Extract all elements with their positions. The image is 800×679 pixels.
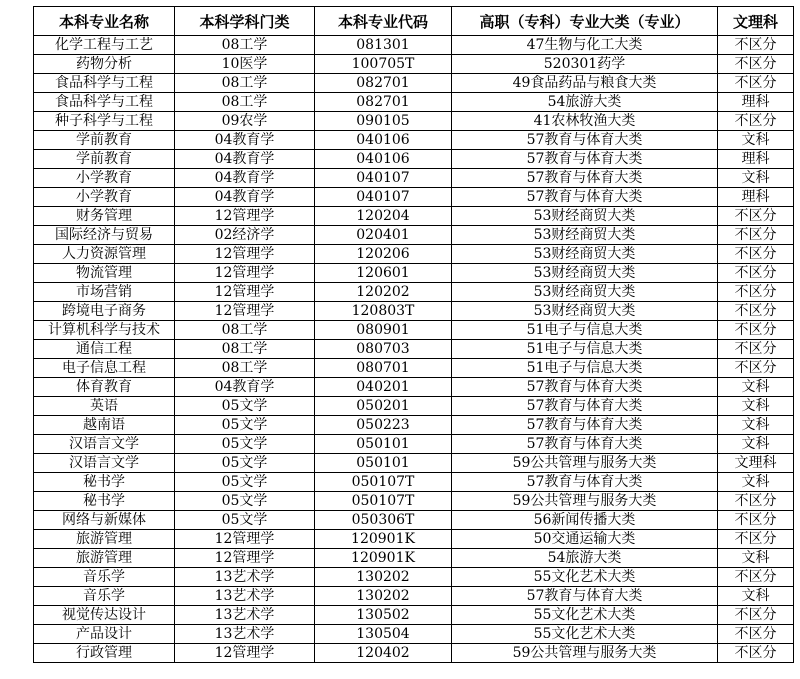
major-code-cell: 081301 (315, 36, 452, 55)
major-code-cell: 130202 (315, 587, 452, 606)
major-name-cell: 秘书学 (34, 492, 175, 511)
major-code-cell: 050201 (315, 397, 452, 416)
major-code-cell: 130502 (315, 606, 452, 625)
major-code-cell: 120901K (315, 530, 452, 549)
major-name-cell: 市场营销 (34, 283, 175, 302)
major-code-cell: 050223 (315, 416, 452, 435)
major-code-cell: 050101 (315, 454, 452, 473)
arts-science-cell: 理科 (718, 188, 794, 207)
major-name-cell: 小学教育 (34, 188, 175, 207)
major-name-cell: 食品科学与工程 (34, 74, 175, 93)
table-row (34, 435, 794, 454)
arts-science-cell: 理科 (718, 150, 794, 169)
table-row (34, 55, 794, 74)
vocational-category-cell: 59公共管理与服务大类 (452, 454, 718, 473)
table-row (34, 283, 794, 302)
table-row (34, 131, 794, 150)
discipline-cell: 08工学 (175, 74, 315, 93)
table-row (34, 644, 794, 663)
header-discipline: 本科学科门类 (175, 7, 315, 36)
table-row (34, 36, 794, 55)
vocational-category-cell: 49食品药品与粮食大类 (452, 74, 718, 93)
major-code-cell: 120402 (315, 644, 452, 663)
discipline-cell: 05文学 (175, 435, 315, 454)
major-code-cell: 130202 (315, 568, 452, 587)
table-row (34, 530, 794, 549)
discipline-cell: 05文学 (175, 416, 315, 435)
arts-science-cell: 文科 (718, 131, 794, 150)
discipline-cell: 08工学 (175, 321, 315, 340)
vocational-category-cell: 51电子与信息大类 (452, 359, 718, 378)
major-code-cell: 080703 (315, 340, 452, 359)
vocational-category-cell: 55文化艺术大类 (452, 568, 718, 587)
table-row (34, 93, 794, 112)
discipline-cell: 08工学 (175, 340, 315, 359)
arts-science-cell: 文科 (718, 549, 794, 568)
discipline-cell: 02经济学 (175, 226, 315, 245)
major-code-cell: 050306T (315, 511, 452, 530)
major-code-cell: 040106 (315, 131, 452, 150)
vocational-category-cell: 57教育与体育大类 (452, 587, 718, 606)
table-body (34, 36, 794, 663)
arts-science-cell: 不区分 (718, 207, 794, 226)
vocational-category-cell: 47生物与化工大类 (452, 36, 718, 55)
arts-science-cell: 文科 (718, 169, 794, 188)
vocational-category-cell: 57教育与体育大类 (452, 435, 718, 454)
major-name-cell: 汉语言文学 (34, 454, 175, 473)
major-code-cell: 130504 (315, 625, 452, 644)
discipline-cell: 05文学 (175, 511, 315, 530)
table-row (34, 454, 794, 473)
major-name-cell: 音乐学 (34, 568, 175, 587)
vocational-category-cell: 57教育与体育大类 (452, 169, 718, 188)
table-row (34, 492, 794, 511)
major-code-cell: 120206 (315, 245, 452, 264)
vocational-category-cell: 55文化艺术大类 (452, 625, 718, 644)
discipline-cell: 04教育学 (175, 150, 315, 169)
table-row (34, 587, 794, 606)
discipline-cell: 13艺术学 (175, 587, 315, 606)
discipline-cell: 13艺术学 (175, 625, 315, 644)
vocational-category-cell: 57教育与体育大类 (452, 473, 718, 492)
major-code-cell: 120204 (315, 207, 452, 226)
major-name-cell: 国际经济与贸易 (34, 226, 175, 245)
vocational-category-cell: 51电子与信息大类 (452, 321, 718, 340)
discipline-cell: 05文学 (175, 454, 315, 473)
major-name-cell: 药物分析 (34, 55, 175, 74)
vocational-category-cell: 57教育与体育大类 (452, 378, 718, 397)
discipline-cell: 05文学 (175, 397, 315, 416)
vocational-category-cell: 57教育与体育大类 (452, 397, 718, 416)
major-name-cell: 财务管理 (34, 207, 175, 226)
discipline-cell: 12管理学 (175, 530, 315, 549)
major-mapping-table (33, 6, 794, 663)
vocational-category-cell: 59公共管理与服务大类 (452, 644, 718, 663)
vocational-category-cell: 54旅游大类 (452, 549, 718, 568)
table-row (34, 473, 794, 492)
vocational-category-cell: 53财经商贸大类 (452, 283, 718, 302)
discipline-cell: 12管理学 (175, 549, 315, 568)
discipline-cell: 04教育学 (175, 169, 315, 188)
vocational-category-cell: 53财经商贸大类 (452, 264, 718, 283)
vocational-category-cell: 57教育与体育大类 (452, 150, 718, 169)
vocational-category-cell: 56新闻传播大类 (452, 511, 718, 530)
header-vocational-category: 高职（专科）专业大类（专业） (452, 7, 718, 36)
major-name-cell: 学前教育 (34, 150, 175, 169)
discipline-cell: 04教育学 (175, 378, 315, 397)
major-code-cell: 080901 (315, 321, 452, 340)
arts-science-cell: 理科 (718, 93, 794, 112)
table-row (34, 568, 794, 587)
vocational-category-cell: 57教育与体育大类 (452, 188, 718, 207)
major-name-cell: 音乐学 (34, 587, 175, 606)
major-name-cell: 产品设计 (34, 625, 175, 644)
major-name-cell: 物流管理 (34, 264, 175, 283)
table-row (34, 207, 794, 226)
major-code-cell: 050101 (315, 435, 452, 454)
arts-science-cell: 文科 (718, 587, 794, 606)
vocational-category-cell: 53财经商贸大类 (452, 302, 718, 321)
discipline-cell: 09农学 (175, 112, 315, 131)
arts-science-cell: 不区分 (718, 321, 794, 340)
arts-science-cell: 不区分 (718, 492, 794, 511)
major-code-cell: 040107 (315, 188, 452, 207)
table-row (34, 112, 794, 131)
vocational-category-cell: 520301药学 (452, 55, 718, 74)
discipline-cell: 08工学 (175, 93, 315, 112)
major-name-cell: 旅游管理 (34, 549, 175, 568)
vocational-category-cell: 57教育与体育大类 (452, 416, 718, 435)
arts-science-cell: 不区分 (718, 568, 794, 587)
arts-science-cell: 不区分 (718, 36, 794, 55)
arts-science-cell: 文科 (718, 473, 794, 492)
table-row (34, 397, 794, 416)
table-row (34, 359, 794, 378)
arts-science-cell: 文科 (718, 435, 794, 454)
table-row (34, 226, 794, 245)
vocational-category-cell: 53财经商贸大类 (452, 226, 718, 245)
vocational-category-cell: 55文化艺术大类 (452, 606, 718, 625)
table-row (34, 264, 794, 283)
major-name-cell: 视觉传达设计 (34, 606, 175, 625)
major-code-cell: 082701 (315, 93, 452, 112)
discipline-cell: 08工学 (175, 36, 315, 55)
vocational-category-cell: 53财经商贸大类 (452, 245, 718, 264)
major-code-cell: 040106 (315, 150, 452, 169)
major-code-cell: 082701 (315, 74, 452, 93)
table-row (34, 340, 794, 359)
arts-science-cell: 文科 (718, 397, 794, 416)
discipline-cell: 05文学 (175, 473, 315, 492)
major-name-cell: 秘书学 (34, 473, 175, 492)
vocational-category-cell: 57教育与体育大类 (452, 131, 718, 150)
vocational-category-cell: 54旅游大类 (452, 93, 718, 112)
vocational-category-cell: 41农林牧渔大类 (452, 112, 718, 131)
arts-science-cell: 文理科 (718, 454, 794, 473)
arts-science-cell: 不区分 (718, 74, 794, 93)
discipline-cell: 13艺术学 (175, 606, 315, 625)
arts-science-cell: 不区分 (718, 112, 794, 131)
discipline-cell: 12管理学 (175, 207, 315, 226)
table-row (34, 321, 794, 340)
major-code-cell: 090105 (315, 112, 452, 131)
arts-science-cell: 不区分 (718, 340, 794, 359)
header-major-name: 本科专业名称 (34, 7, 175, 36)
table-row (34, 169, 794, 188)
arts-science-cell: 不区分 (718, 226, 794, 245)
arts-science-cell: 不区分 (718, 530, 794, 549)
major-code-cell: 050107T (315, 473, 452, 492)
arts-science-cell: 不区分 (718, 359, 794, 378)
major-code-cell: 040201 (315, 378, 452, 397)
discipline-cell: 08工学 (175, 359, 315, 378)
vocational-category-cell: 59公共管理与服务大类 (452, 492, 718, 511)
major-name-cell: 行政管理 (34, 644, 175, 663)
table-row (34, 150, 794, 169)
major-name-cell: 人力资源管理 (34, 245, 175, 264)
table-row (34, 378, 794, 397)
arts-science-cell: 文科 (718, 378, 794, 397)
table-row (34, 245, 794, 264)
major-name-cell: 电子信息工程 (34, 359, 175, 378)
vocational-category-cell: 53财经商贸大类 (452, 207, 718, 226)
major-code-cell: 120901K (315, 549, 452, 568)
major-name-cell: 食品科学与工程 (34, 93, 175, 112)
arts-science-cell: 不区分 (718, 283, 794, 302)
discipline-cell: 12管理学 (175, 264, 315, 283)
major-name-cell: 小学教育 (34, 169, 175, 188)
major-name-cell: 体育教育 (34, 378, 175, 397)
discipline-cell: 12管理学 (175, 245, 315, 264)
major-name-cell: 汉语言文学 (34, 435, 175, 454)
arts-science-cell: 不区分 (718, 302, 794, 321)
discipline-cell: 04教育学 (175, 131, 315, 150)
table-row (34, 511, 794, 530)
table-row (34, 188, 794, 207)
discipline-cell: 12管理学 (175, 283, 315, 302)
header-major-code: 本科专业代码 (315, 7, 452, 36)
table-row (34, 302, 794, 321)
table-row (34, 549, 794, 568)
discipline-cell: 13艺术学 (175, 568, 315, 587)
major-code-cell: 080701 (315, 359, 452, 378)
header-arts-science: 文理科 (718, 7, 794, 36)
header-row (34, 7, 794, 36)
major-code-cell: 040107 (315, 169, 452, 188)
discipline-cell: 05文学 (175, 492, 315, 511)
major-name-cell: 学前教育 (34, 131, 175, 150)
arts-science-cell: 不区分 (718, 644, 794, 663)
major-name-cell: 越南语 (34, 416, 175, 435)
major-name-cell: 计算机科学与技术 (34, 321, 175, 340)
major-name-cell: 种子科学与工程 (34, 112, 175, 131)
table-row (34, 625, 794, 644)
table-row (34, 74, 794, 93)
arts-science-cell: 不区分 (718, 511, 794, 530)
arts-science-cell: 不区分 (718, 55, 794, 74)
major-name-cell: 跨境电子商务 (34, 302, 175, 321)
major-name-cell: 网络与新媒体 (34, 511, 175, 530)
discipline-cell: 04教育学 (175, 188, 315, 207)
discipline-cell: 10医学 (175, 55, 315, 74)
table-row (34, 416, 794, 435)
major-name-cell: 旅游管理 (34, 530, 175, 549)
major-code-cell: 120803T (315, 302, 452, 321)
major-name-cell: 化学工程与工艺 (34, 36, 175, 55)
table-row (34, 606, 794, 625)
arts-science-cell: 不区分 (718, 264, 794, 283)
vocational-category-cell: 50交通运输大类 (452, 530, 718, 549)
arts-science-cell: 文科 (718, 416, 794, 435)
vocational-category-cell: 51电子与信息大类 (452, 340, 718, 359)
major-code-cell: 120601 (315, 264, 452, 283)
arts-science-cell: 不区分 (718, 245, 794, 264)
major-code-cell: 020401 (315, 226, 452, 245)
major-name-cell: 英语 (34, 397, 175, 416)
discipline-cell: 12管理学 (175, 302, 315, 321)
arts-science-cell: 不区分 (718, 606, 794, 625)
major-code-cell: 120202 (315, 283, 452, 302)
arts-science-cell: 不区分 (718, 625, 794, 644)
major-code-cell: 100705T (315, 55, 452, 74)
major-name-cell: 通信工程 (34, 340, 175, 359)
major-code-cell: 050107T (315, 492, 452, 511)
discipline-cell: 12管理学 (175, 644, 315, 663)
